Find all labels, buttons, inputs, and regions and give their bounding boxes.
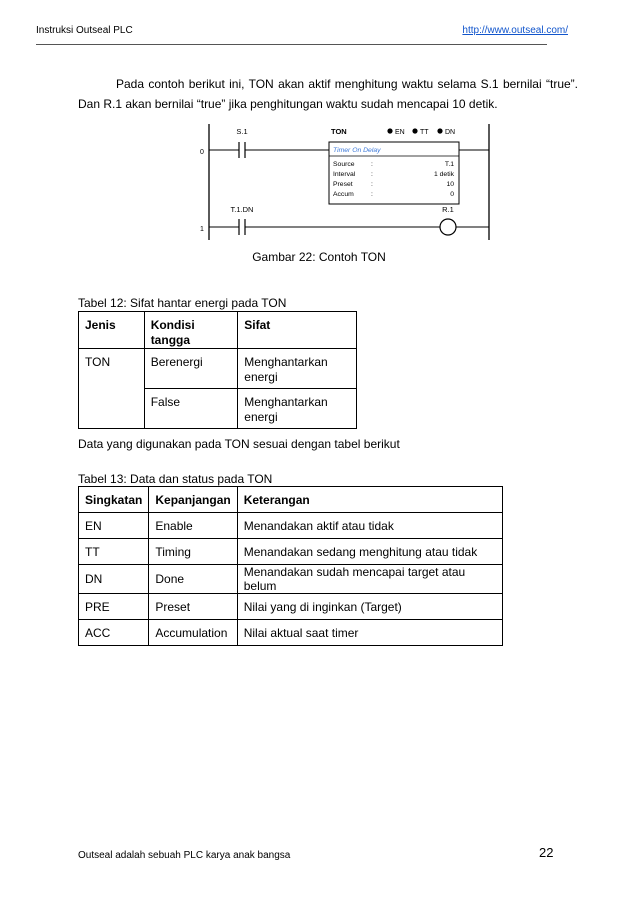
table-row xyxy=(79,565,503,594)
table-cell: False xyxy=(144,389,238,429)
table-cell: EN xyxy=(79,513,149,539)
table-cell: Done xyxy=(149,565,237,594)
en-indicator-label: EN xyxy=(395,129,405,136)
table-header-cell: Sifat xyxy=(238,312,357,349)
ton-row-sep: : xyxy=(371,171,373,178)
table13-caption: Tabel 13: Data dan status pada TON xyxy=(78,472,273,486)
table-header-cell: Kondisi tangga xyxy=(144,312,238,349)
table-cell: DN xyxy=(79,565,149,594)
coil-r1-label: R.1 xyxy=(442,205,454,214)
table-row xyxy=(79,513,503,539)
table-cell: Accumulation xyxy=(149,620,237,646)
contact-s1 xyxy=(239,142,245,158)
ton-row-label: Preset xyxy=(333,181,353,188)
ton-row-label: Accum xyxy=(333,191,354,198)
table-cell: Menandakan sedang menghitung atau tidak xyxy=(237,539,502,565)
ton-row-value: 1 detik xyxy=(433,171,454,178)
ton-row-value: 0 xyxy=(450,191,454,198)
table-cell: ACC xyxy=(79,620,149,646)
tt-indicator-dot xyxy=(412,128,417,133)
rung-0-number: 0 xyxy=(200,149,204,156)
table-cell: Menghantarkan energi xyxy=(238,349,357,389)
tt-indicator-label: TT xyxy=(420,129,429,136)
table-row xyxy=(79,539,503,565)
between-text: Data yang digunakan pada TON sesuai dengan tabel berikut xyxy=(78,437,400,451)
header-divider xyxy=(36,44,547,45)
table-header-row xyxy=(79,487,503,513)
table-cell: Menghantarkan energi xyxy=(238,389,357,429)
ton-row-sep: : xyxy=(371,191,373,198)
table-header-cell: Jenis xyxy=(79,312,145,349)
intro-text: Pada contoh berikut ini, TON akan aktif menghitung waktu selama S.1 bernilai “true”. Dan R.1 akan bernilai “true” jika penghitungan waktu sudah mencapai 10 detik. xyxy=(78,77,578,111)
table-cell: Nilai yang di inginkan (Target) xyxy=(237,594,502,620)
dn-indicator-dot xyxy=(437,128,442,133)
dn-indicator-label: DN xyxy=(445,129,456,136)
table-cell: TT xyxy=(79,539,149,565)
table13 xyxy=(78,486,503,646)
ton-row-sep: : xyxy=(371,181,373,188)
ton-subtitle: Timer On Delay xyxy=(333,147,381,154)
table-row xyxy=(79,620,503,646)
ton-row-label: Interval xyxy=(333,171,356,178)
contact-s1-label: S.1 xyxy=(236,127,248,136)
table12 xyxy=(78,311,357,429)
table-header-row xyxy=(79,312,357,349)
contact-t1-dn xyxy=(239,219,245,235)
ton-block-title: TON xyxy=(331,127,347,136)
table-cell: TON xyxy=(79,349,145,429)
contact-t1-dn-label: T.1.DN xyxy=(230,205,254,214)
page-number: 22 xyxy=(539,845,554,860)
table-cell: Enable xyxy=(149,513,237,539)
table-cell: Menandakan sudah mencapai target atau belum xyxy=(237,565,502,594)
table12-caption: Tabel 12: Sifat hantar energi pada TON xyxy=(78,296,287,310)
ton-row-sep: : xyxy=(371,161,373,168)
footer-text: Outseal adalah sebuah PLC karya anak bangsa xyxy=(78,850,291,861)
table-header-cell: Kepanjangan xyxy=(149,487,237,513)
table-cell: Preset xyxy=(149,594,237,620)
table-header-cell: Keterangan xyxy=(237,487,502,513)
ton-row-value: 10 xyxy=(446,181,454,188)
table-row xyxy=(79,594,503,620)
table-cell: Menandakan aktif atau tidak xyxy=(237,513,502,539)
coil-r1 xyxy=(440,219,456,235)
rung-1-number: 1 xyxy=(200,226,204,233)
ton-row-value: T.1 xyxy=(444,161,454,168)
table-cell: Nilai aktual saat timer xyxy=(237,620,502,646)
en-indicator-dot xyxy=(387,128,392,133)
ton-row-label: Source xyxy=(333,161,355,168)
table-cell: PRE xyxy=(79,594,149,620)
table-cell: Timing xyxy=(149,539,237,565)
header-link[interactable]: http://www.outseal.com/ xyxy=(462,25,568,36)
table-cell: Berenergi xyxy=(144,349,238,389)
intro-paragraph xyxy=(78,74,578,114)
ladder-diagram xyxy=(197,124,497,242)
table-row xyxy=(79,349,357,389)
table-header-cell: Singkatan xyxy=(79,487,149,513)
header-title: Instruksi Outseal PLC xyxy=(36,25,133,36)
figure-caption: Gambar 22: Contoh TON xyxy=(252,250,386,264)
